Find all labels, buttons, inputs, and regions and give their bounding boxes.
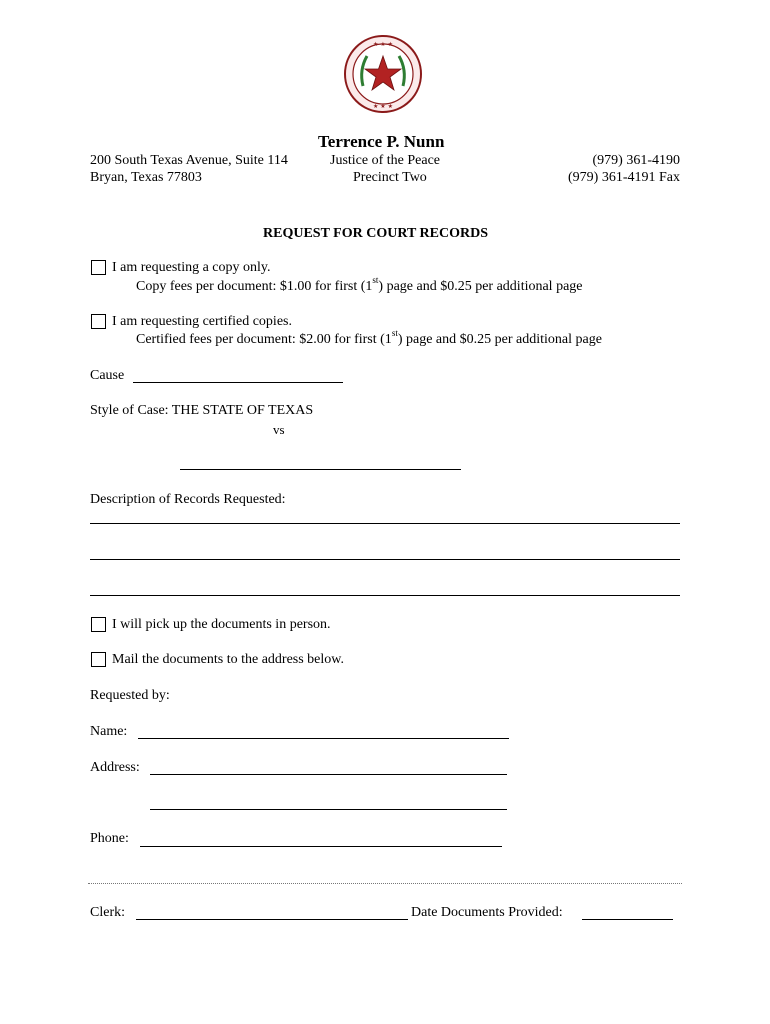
date-provided-label: Date Documents Provided: — [411, 905, 563, 920]
certified-fee-text: Certified fees per document: $2.00 for first (1st) page and $0.25 per additional page — [136, 328, 602, 347]
description-line-3[interactable] — [90, 595, 680, 596]
address-field-1[interactable] — [150, 774, 507, 775]
texas-seal-icon — [343, 34, 423, 114]
requested-by-label: Requested by: — [90, 688, 170, 703]
address-line-1: 200 South Texas Avenue, Suite 114 — [90, 153, 288, 168]
phone-field[interactable] — [140, 846, 502, 847]
copy-fee-text: Copy fees per document: $1.00 for first (1st) page and $0.25 per additional page — [136, 275, 583, 294]
phone-label: Phone: — [90, 831, 129, 846]
svg-text:★ ★ ★: ★ ★ ★ — [373, 103, 393, 110]
defendant-field[interactable] — [180, 469, 461, 470]
fax-number: (979) 361-4191 Fax — [568, 170, 680, 185]
description-line-2[interactable] — [90, 559, 680, 560]
cause-field[interactable] — [133, 382, 343, 383]
pickup-label: I will pick up the documents in person. — [112, 617, 331, 632]
style-of-case-label: Style of Case: THE STATE OF TEXAS — [90, 403, 314, 418]
clerk-field[interactable] — [136, 919, 408, 920]
judge-title: Justice of the Peace — [330, 153, 441, 168]
svg-text:★ ★ ★: ★ ★ ★ — [373, 41, 393, 48]
address-field-2[interactable] — [150, 809, 507, 810]
mail-label: Mail the documents to the address below. — [112, 652, 344, 667]
judge-name: Terrence P. Nunn — [318, 132, 445, 151]
pickup-checkbox[interactable] — [91, 617, 106, 632]
clerk-label: Clerk: — [90, 905, 125, 920]
date-provided-field[interactable] — [582, 919, 673, 920]
form-title: REQUEST FOR COURT RECORDS — [263, 226, 488, 241]
separator-line — [88, 883, 682, 884]
precinct: Precinct Two — [353, 170, 427, 185]
mail-checkbox[interactable] — [91, 652, 106, 667]
vs-label: vs — [273, 422, 285, 437]
address-line-2: Bryan, Texas 77803 — [90, 170, 202, 185]
name-field[interactable] — [138, 738, 509, 739]
address-label: Address: — [90, 760, 140, 775]
copy-only-label: I am requesting a copy only. — [112, 260, 271, 275]
description-label: Description of Records Requested: — [90, 492, 286, 507]
certified-copies-checkbox[interactable] — [91, 314, 106, 329]
cause-label: Cause — [90, 368, 125, 383]
copy-only-checkbox[interactable] — [91, 260, 106, 275]
description-line-1[interactable] — [90, 523, 680, 524]
name-label: Name: — [90, 724, 128, 739]
certified-copies-label: I am requesting certified copies. — [112, 314, 292, 329]
phone-number: (979) 361-4190 — [592, 153, 680, 168]
